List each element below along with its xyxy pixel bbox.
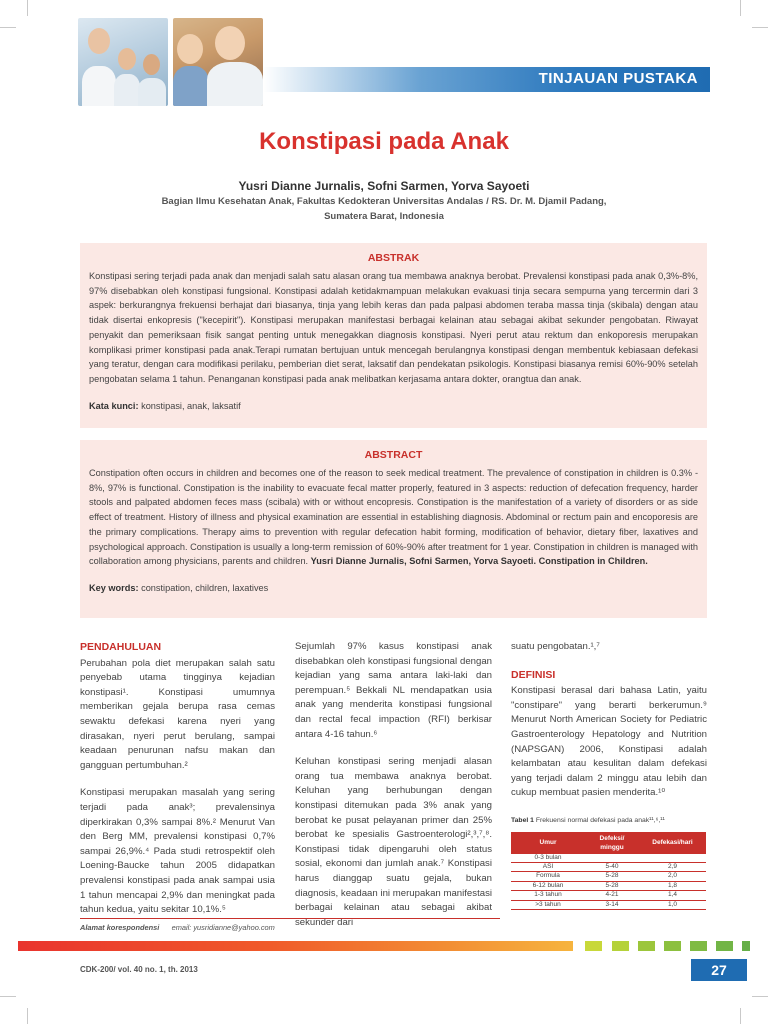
table-row [511, 872, 706, 881]
column-2 [295, 640, 492, 943]
header-photo-child-doctor [173, 18, 263, 106]
table-cell: 1,8 [639, 881, 706, 890]
abstract-keywords [89, 583, 698, 593]
article-affiliation: Bagian Ilmu Kesehatan Anak, Fakultas Kedokteran Universitas Andalas / RS. Dr. M. Djamil Padang, Sumatera Barat, Indonesia [161, 196, 607, 222]
crop-mark [752, 996, 768, 997]
table-cell [585, 854, 639, 863]
table-cell: 5-28 [585, 872, 639, 881]
table-row [511, 891, 706, 900]
table-cell: 6-12 bulan [511, 881, 585, 890]
table-caption-text: Frekuensi normal defekasi pada anak¹¹,⁶,¹¹ [535, 816, 665, 824]
paragraph: suatu pengobatan.¹,⁷ [511, 641, 600, 652]
crop-mark [0, 996, 16, 997]
abstrak-keywords-value: konstipasi, anak, laksatif [141, 400, 241, 411]
article-authors: Yusri Dianne Jurnalis, Sofni Sarmen, Yorva Sayoeti [238, 179, 530, 193]
correspondence-label: Alamat korespondensi [80, 923, 160, 932]
definition-heading: DEFINISI [511, 668, 556, 681]
footer-square [716, 941, 733, 951]
table-header-cell: Defeksi/ minggu [585, 832, 639, 854]
table-cell: >3 tahun [511, 900, 585, 909]
article-title: Konstipasi pada Anak [259, 128, 509, 155]
abstract-box [80, 440, 707, 618]
table-cell: 0-3 bulan [511, 854, 585, 863]
table-cell: 5-40 [585, 862, 639, 871]
abstract-keywords-label: Key words: [89, 582, 139, 593]
table-cell: 4-21 [585, 891, 639, 900]
table-cell: 2,9 [639, 862, 706, 871]
table-header-cell: Defekasi/hari [639, 832, 706, 854]
table-row [511, 900, 706, 909]
footer-square [585, 941, 602, 951]
table-cell: ASI [511, 862, 585, 871]
table-row [511, 862, 706, 871]
crop-mark [0, 27, 16, 28]
footer-square [612, 941, 629, 951]
table-header-cell: Umur [511, 832, 585, 854]
footer-square [690, 941, 707, 951]
abstract-text [89, 466, 698, 569]
crop-mark [740, 1008, 741, 1024]
table-cell: 1,4 [639, 891, 706, 900]
header-photo-doctors [78, 18, 168, 106]
journal-info: CDK-200/ vol. 40 no. 1, th. 2013 [80, 965, 198, 974]
correspondence-note [80, 918, 500, 932]
abstrak-keywords [89, 401, 698, 411]
table-row [511, 854, 706, 863]
abstrak-keywords-label: Kata kunci: [89, 400, 139, 411]
paragraph: Sejumlah 97% kasus konstipasi anak disebabkan oleh konstipasi fungsional dengan kejadian yang sama antara laki-laki dan perempuan.⁵ Bekkali NL mendapatkan usia anak yang menderita konstipasi fungsional dan rectal fecal impaction (RFI) berkisar antara 4-16 tahun.⁶ [295, 641, 492, 740]
paragraph: Keluhan konstipasi sering menjadi alasan orang tua membawa anaknya berobat. Keluhan yang berhubungan dengan konstipasi ditemukan pada 3% anak yang berobat ke pusat pelayanan primer dan 25% berobat ke spesialis Gastroenterologi²,³,⁷,⁸. Konstipasi tidak dipengaruhi oleh status sosial, ekonomi dan jumlah anak.⁷ Konstipasi harus dianggap suatu gejala, bukan diagnosis, keadaan ini merupakan manifestasi berbagai kelainan atau sebagai akibat sekunder dari [295, 756, 492, 928]
column-3 [511, 640, 707, 910]
correspondence-email: email: yusridianne@yahoo.com [171, 923, 275, 932]
table-cell: 1,0 [639, 900, 706, 909]
crop-mark [27, 1008, 28, 1024]
table-cell: 3-14 [585, 900, 639, 909]
paragraph: Konstipasi merupakan masalah yang sering terjadi pada anak³; prevalensinya diperkirakan 0,3% sampai 8%.² Menurut Van den Berg MM, prevalensi konstipasi 0,7% sampai 26,9%.⁴ Pada studi retrospektif oleh Loening-Baucke tahun 2005 didapatkan prevalensi konstipasi pada anak sampai usia 1 tahun mencapai 2,9% dan meningkat pada tahun kedua, yaitu sekitar 10,1%.⁵ [80, 787, 275, 916]
abstract-citation: Yusri Dianne Jurnalis, Sofni Sarmen, Yorva Sayoeti. Constipation in Children. [310, 556, 648, 567]
page-number: 27 [691, 959, 747, 981]
paragraph: Perubahan pola diet merupakan salah satu penyebab utama tingginya kejadian konstipasi¹. Konstipasi umumnya memberikan gejala berupa rasa cemas sewaktu defekasi karena nyeri yang dirasakan, nyeri perut berulang, sampai keadaan penurunan nafsu makan dan gangguan pertumbuhan.² [80, 657, 275, 771]
footer-stripe [18, 941, 573, 951]
intro-heading: PENDAHULUAN [80, 641, 162, 653]
footer-square [638, 941, 655, 951]
table-caption [511, 814, 707, 829]
table-cell: 2,0 [639, 872, 706, 881]
paragraph: Konstipasi berasal dari bahasa Latin, yaitu "constipare" yang berarti berkerumun.⁹ Menurut North American Society for Pediatric Gastroenterology Hepatology and Nutrition (NAPSGAN) 2006, Konstipasi adalah kelambatan atau kesulitan dalam defekasi yang terjadi dalam 2 minggu atau lebih dan cukup membuat pasien menderita.¹⁰ [511, 685, 707, 799]
table-cell [639, 854, 706, 863]
footer-square [742, 941, 750, 951]
crop-mark [740, 0, 741, 16]
abstrak-box [80, 243, 707, 428]
section-label: TINJAUAN PUSTAKA [538, 70, 698, 87]
abstract-body: Constipation often occurs in children and becomes one of the reason to seek medical treatment. The prevalence of constipation in children is 0.3% - 8%, 97% is functional. Constipation is the inability to evacuate fecal matter properly, featured in 3 aspects: reduction of defecation frequency, harder stools and palpated abdomen feces mass (scibala) with or without encopresis. Constipation is the manifestation of a variety of disorders or as side effect of treatment. History of illness and physical examination are essential in establishing diagnosis. Abdominal or rectum pain and encoporesis are the primary complications. Therapy aims to prevention with regular defecation habit forming, modification of behavior, dietary fiber, laxatives and psychological approach. Constipation is usually a long-term remission of 60%-90% after treatment for 1 year. Constipation in children is managed with collaboration among physicians, parents and children. [89, 468, 698, 567]
table-row [511, 881, 706, 890]
column-1 [80, 640, 275, 931]
abstract-keywords-value: constipation, children, laxatives [141, 582, 269, 593]
abstrak-title: ABSTRAK [367, 252, 420, 264]
frequency-table [511, 832, 706, 910]
table-header-row [511, 832, 706, 854]
abstract-title: ABSTRACT [364, 449, 423, 461]
table-cell: 1-3 tahun [511, 891, 585, 900]
abstrak-text: Konstipasi sering terjadi pada anak dan menjadi salah satu alasan orang tua membawa anaknya berobat. Prevalensi konstipasi pada anak 0,3%-8%, 97% disebabkan oleh konstipasi fungsional. Konstipasi adalah ketidakmampuan melakukan evakuasi tinja secara sempurna yang tercermin dari 3 aspek: berkurangnya frekuensi berhajat dari biasanya, tinja yang lebih keras dan pada palpasi abdomen teraba massa tinja (skibala) dengan atau tidak disertai enkopresis ("kecepirit"). Konstipasi merupakan manifestasi berbagai kelainan atau sebagai akibat sekunder pengobatan. Riwayat penyakit dan pemeriksaan fisik sangat penting untuk menegakkan diagnosis konstipasi. Nyeri perut atau rektum dan enkoporesis merupakan komplikasi primer konstipasi pada anak.Terapi rumatan bertujuan untuk mencegah berulangnya konstipasi dengan membentuk kebiasaan defekasi yang teratur, dengan cara modifikasi perilaku, pemberian diet serat, laksatif dan pendekatan psikologis. Konstipasi biasanya remisi 60%-90% setelah pengobatan selama 1 tahun. Penanganan konstipasi pada anak melibatkan kerjasama antara dokter, orangtua dan anak. [89, 271, 698, 384]
crop-mark [27, 0, 28, 16]
table-caption-label: Tabel 1 [511, 816, 534, 824]
table-cell: Formula [511, 872, 585, 881]
table-cell: 5-28 [585, 881, 639, 890]
crop-mark [752, 27, 768, 28]
section-header-bar [263, 67, 710, 92]
footer-square [664, 941, 681, 951]
